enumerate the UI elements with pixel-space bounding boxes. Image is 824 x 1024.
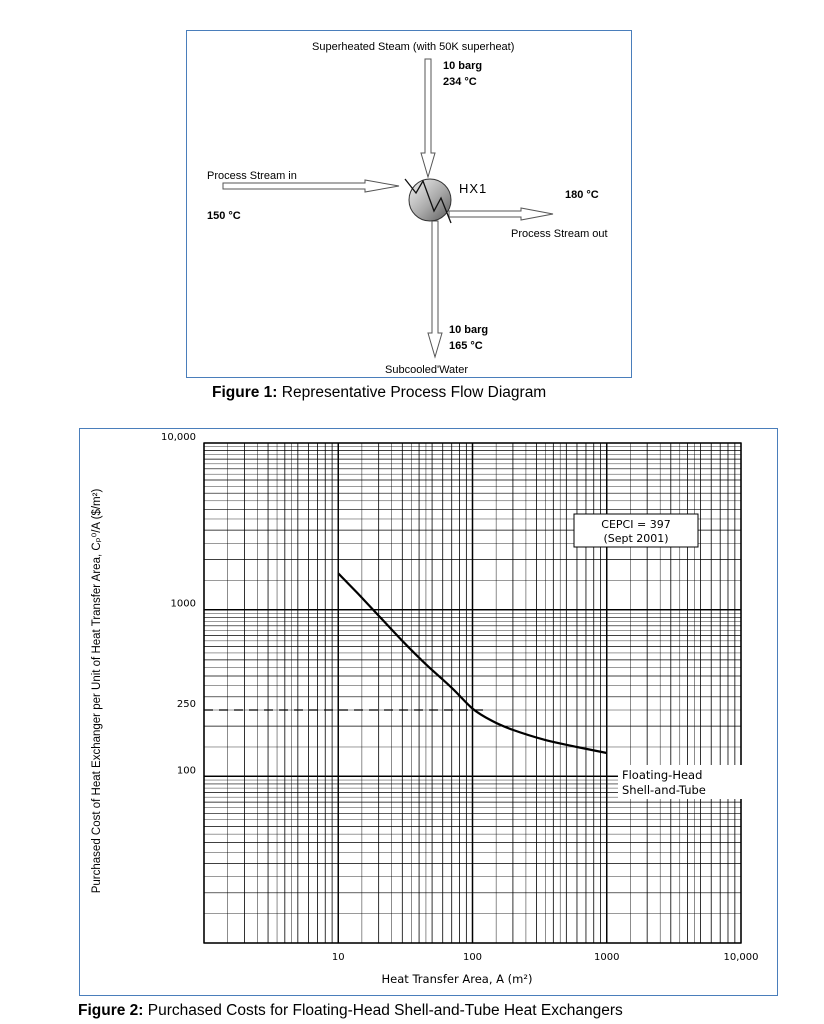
water-outlet-pressure: 10 barg <box>449 324 489 336</box>
y-tick-label: 10,000 <box>161 432 196 443</box>
process-flow-diagram <box>187 31 633 379</box>
exchanger-tag: HX1 <box>459 181 488 196</box>
x-tick-label: 100 <box>462 952 483 963</box>
water-outlet-arrow <box>428 221 442 357</box>
cost-chart <box>80 429 779 997</box>
x-tick-label: 10 <box>331 952 345 963</box>
steam-inlet-temperature: 234 °C <box>443 76 477 88</box>
steam-inlet-arrow <box>421 59 435 177</box>
heat-exchanger-hx1 <box>405 179 451 223</box>
y-tick-label: 1000 <box>170 598 196 610</box>
figure2-caption <box>78 1002 623 1020</box>
process-inlet-label: Process Stream in <box>207 170 297 182</box>
series-label-line1: Floating-Head <box>622 768 703 782</box>
x-tick-label: 1000 <box>594 952 620 963</box>
figure1-caption <box>212 384 546 402</box>
process-inlet-temperature: 150 °C <box>207 210 241 222</box>
y-tick-label: 250 <box>176 699 196 711</box>
figure1-panel <box>186 30 632 378</box>
figure1-caption-label: Figure 1: <box>212 384 278 401</box>
annotation-line2: (Sept 2001) <box>603 532 669 545</box>
steam-inlet-pressure: 10 barg <box>443 60 483 72</box>
x-axis-title: Heat Transfer Area, A (m²) <box>381 972 533 986</box>
y-axis-title: Purchased Cost of Heat Exchanger per Unit of Heat Transfer Area, Cₚ⁰/A ($/m²) <box>91 488 103 894</box>
x-tick-labels <box>332 952 759 963</box>
water-outlet-temperature: 165 °C <box>449 340 483 352</box>
water-outlet-label: Subcooled'Water <box>385 364 469 376</box>
figure2-caption-label: Figure 2: <box>78 1002 144 1019</box>
annotation-line1: CEPCI = 397 <box>601 518 671 531</box>
figure2-caption-text: Purchased Costs for Floating-Head Shell-and-Tube Heat Exchangers <box>143 1002 623 1019</box>
figure1-caption-text: Representative Process Flow Diagram <box>277 384 547 401</box>
process-outlet-arrow <box>449 208 553 220</box>
y-tick-label: 100 <box>176 765 196 777</box>
steam-inlet-label: Superheated Steam (with 50K superheat) <box>312 41 515 53</box>
process-outlet-temperature: 180 °C <box>565 189 599 201</box>
series-label-line2: Shell-and-Tube <box>622 783 706 797</box>
y-tick-labels <box>161 432 196 776</box>
process-outlet-label: Process Stream out <box>511 228 608 240</box>
x-tick-label: 10,000 <box>723 952 759 963</box>
figure2-panel <box>79 428 778 996</box>
